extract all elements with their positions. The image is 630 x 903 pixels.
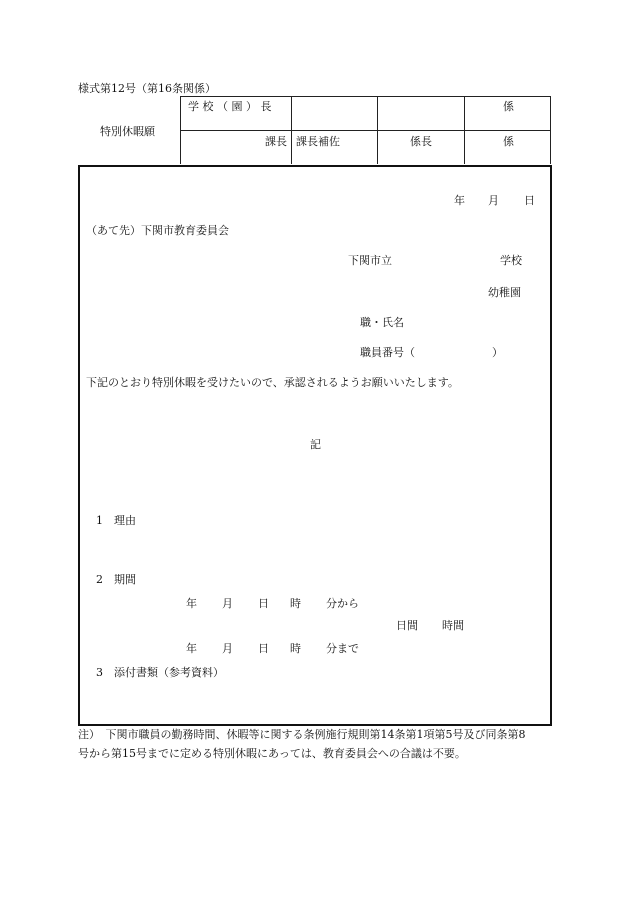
item2-label: 期間	[114, 573, 136, 586]
period-from-day: 日	[258, 597, 269, 610]
period-hours: 時間	[442, 619, 464, 632]
form-number: 様式第12号（第16条関係）	[78, 82, 216, 95]
request-form-box	[78, 165, 552, 726]
approval-cell-deputy-chief[interactable]	[292, 131, 378, 164]
approval-table	[78, 96, 550, 164]
approval-r2-staff-label: 係	[503, 135, 514, 148]
item1-number: 1	[96, 514, 103, 527]
approval-subsection-chief-label: 係長	[410, 135, 432, 148]
item3-label: 添付書類（参考資料）	[114, 666, 224, 679]
addressee: （あて先）下関市教育委員会	[86, 224, 229, 237]
period-to-day: 日	[258, 642, 269, 655]
applicant-city: 下関市立	[348, 254, 392, 267]
approval-cell-section-chief[interactable]	[180, 131, 292, 164]
applicant-staff-number: 職員番号（	[360, 346, 415, 359]
period-from-hour: 時	[290, 597, 301, 610]
period-from-month: 月	[222, 597, 233, 610]
period-from-minute: 分から	[326, 597, 359, 610]
applicant-staff-number-close: ）	[492, 346, 503, 359]
approval-title: 特別休暇願	[100, 125, 155, 138]
request-text: 下記のとおり特別休暇を受けたいので、承認されるようお願いいたします。	[86, 376, 459, 389]
period-days: 日間	[396, 619, 418, 632]
date-month: 月	[488, 194, 499, 207]
note-line-1: 注） 下関市職員の勤務時間、休暇等に関する条例施行規則第14条第1項第5号及び同条第8	[78, 728, 526, 741]
period-to-year: 年	[186, 642, 197, 655]
applicant-school: 学校	[500, 254, 522, 267]
approval-principal-label: 学 校 （ 園 ） 長	[188, 100, 272, 113]
period-from-year: 年	[186, 597, 197, 610]
approval-r1-staff-label: 係	[503, 100, 514, 113]
item3-number: 3	[96, 666, 103, 679]
item1-label: 理由	[114, 514, 136, 527]
approval-cell-r1c3[interactable]	[378, 96, 465, 131]
period-to-month: 月	[222, 642, 233, 655]
approval-cell-subsection-chief[interactable]	[378, 131, 465, 164]
approval-cell-r2-staff[interactable]	[465, 131, 551, 164]
item2-number: 2	[96, 573, 103, 586]
approval-deputy-chief-label: 課長補佐	[296, 135, 340, 148]
date-day: 日	[524, 194, 535, 207]
period-to-minute: 分まで	[326, 642, 359, 655]
ki-heading: 記	[310, 438, 321, 451]
approval-section-chief-label: 課長	[265, 135, 287, 148]
date-year: 年	[454, 194, 465, 207]
applicant-kindergarten: 幼稚園	[488, 286, 521, 299]
period-to-hour: 時	[290, 642, 301, 655]
approval-cell-r1-staff[interactable]	[465, 96, 551, 131]
note-line-2: 号から第15号までに定める特別休暇にあっては、教育委員会への合議は不要。	[78, 747, 466, 760]
approval-cell-r1c2[interactable]	[292, 96, 378, 131]
applicant-position-name: 職・氏名	[360, 316, 404, 329]
approval-cell-principal[interactable]	[180, 96, 292, 131]
